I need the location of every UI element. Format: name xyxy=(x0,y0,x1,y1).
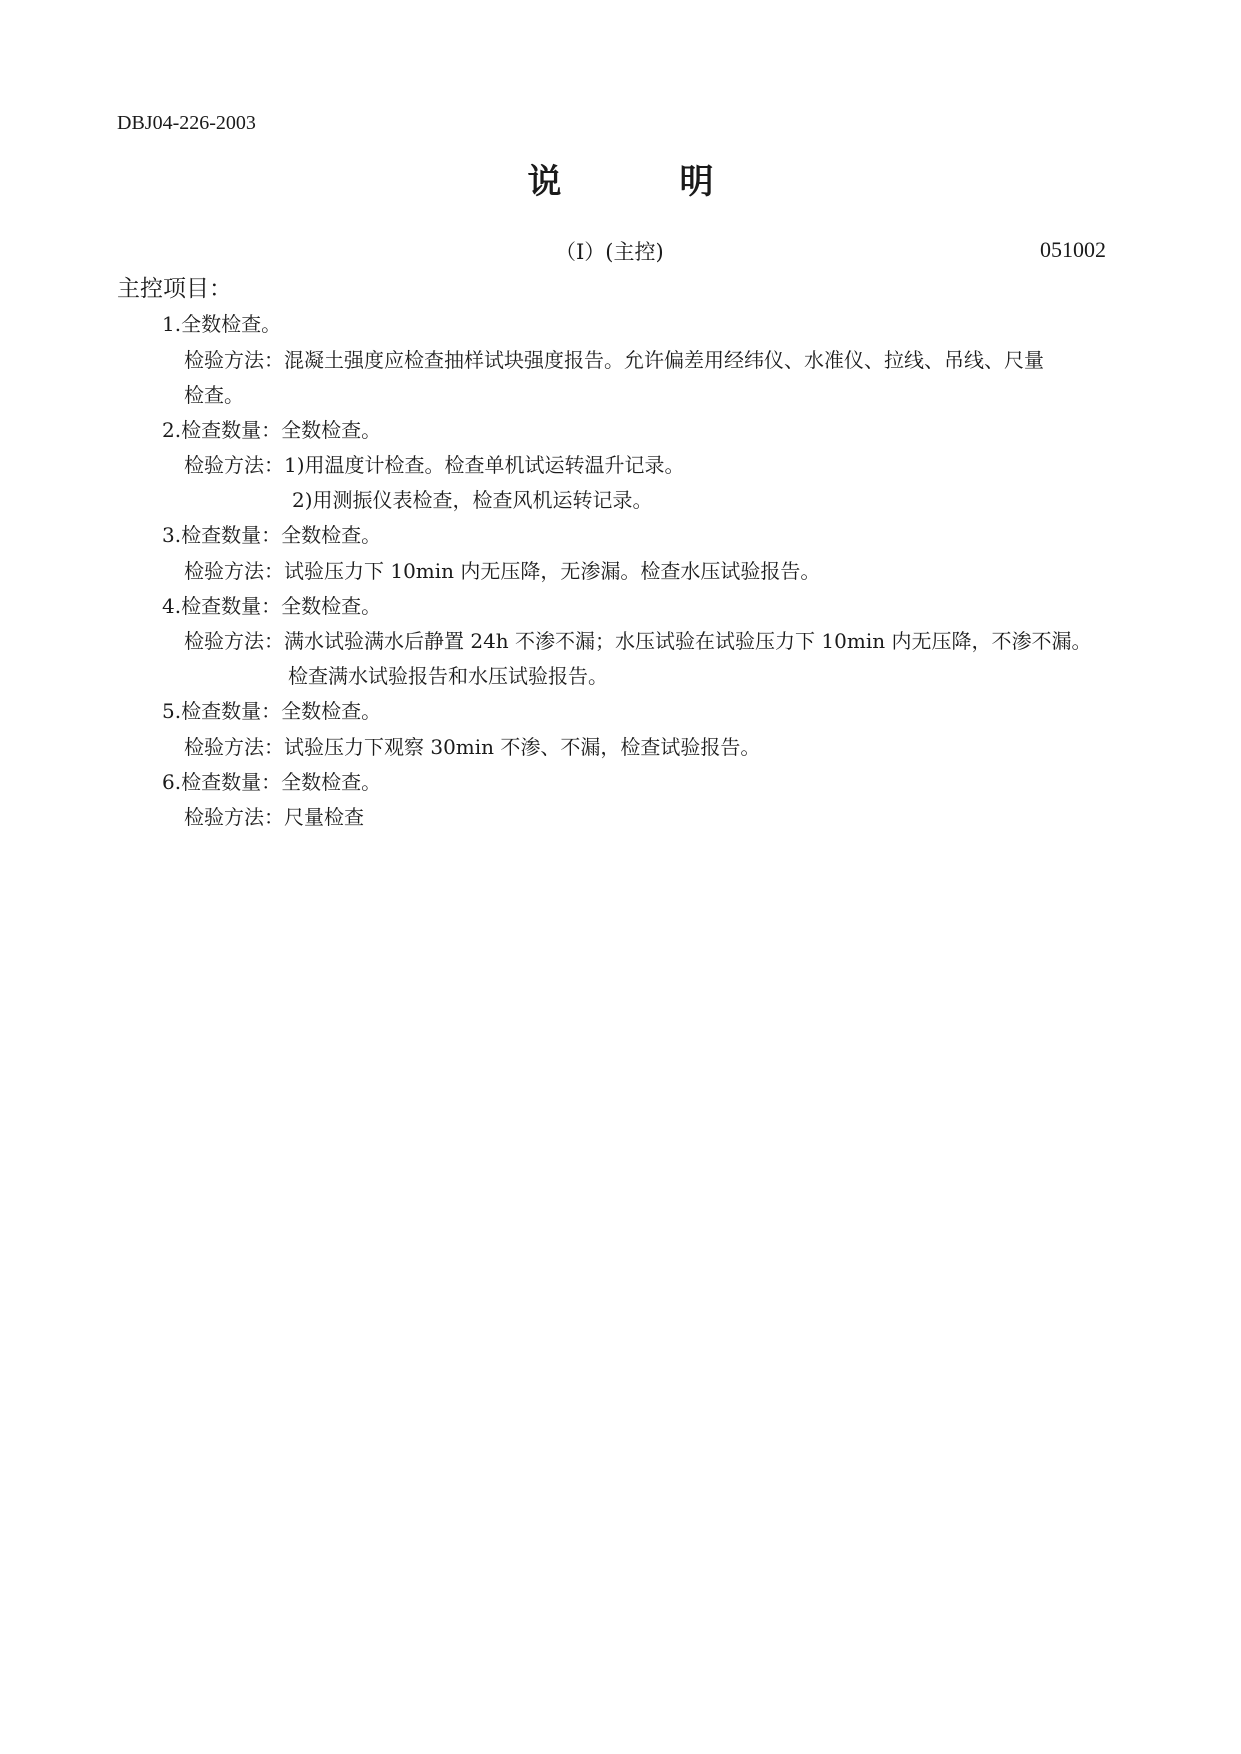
item-1-method-cont: 检查。 xyxy=(184,383,244,407)
item-6-method: 检验方法：尺量检查 xyxy=(184,805,364,829)
page-title: 说 明 xyxy=(527,162,756,202)
item-3-method: 检验方法：试验压力下 10min 内无压降，无渗漏。检查水压试验报告。 xyxy=(184,559,821,583)
item-4-method: 检验方法：满水试验满水后静置 24h 不渗不漏；水压试验在试验压力下 10min 内无压降，不渗不漏。 xyxy=(184,629,1092,653)
item-3-heading: 3.检查数量：全数检查。 xyxy=(162,523,382,547)
item-2-heading: 2.检查数量：全数检查。 xyxy=(162,418,382,442)
item-2-method: 检验方法：1)用温度计检查。检查单机试运转温升记录。 xyxy=(184,453,685,477)
item-1-method: 检验方法：混凝土强度应检查抽样试块强度报告。允许偏差用经纬仪、水准仪、拉线、吊线、尺量 xyxy=(184,348,1044,372)
item-6-heading: 6.检查数量：全数检查。 xyxy=(162,770,382,794)
document-number: 051002 xyxy=(1040,237,1106,262)
item-1-heading: 1.全数检查。 xyxy=(162,312,282,336)
item-2-method-cont: 2)用测振仪表检查，检查风机运转记录。 xyxy=(292,488,653,512)
subtitle: （Ⅰ）(主控) xyxy=(555,240,664,264)
standard-code: DBJ04-226-2003 xyxy=(117,112,256,134)
item-4-heading: 4.检查数量：全数检查。 xyxy=(162,594,382,618)
item-4-method-cont: 检查满水试验报告和水压试验报告。 xyxy=(288,664,608,688)
item-5-method: 检验方法：试验压力下观察 30min 不渗、不漏，检查试验报告。 xyxy=(184,735,761,759)
section-heading: 主控项目： xyxy=(117,276,232,302)
item-5-heading: 5.检查数量：全数检查。 xyxy=(162,699,382,723)
